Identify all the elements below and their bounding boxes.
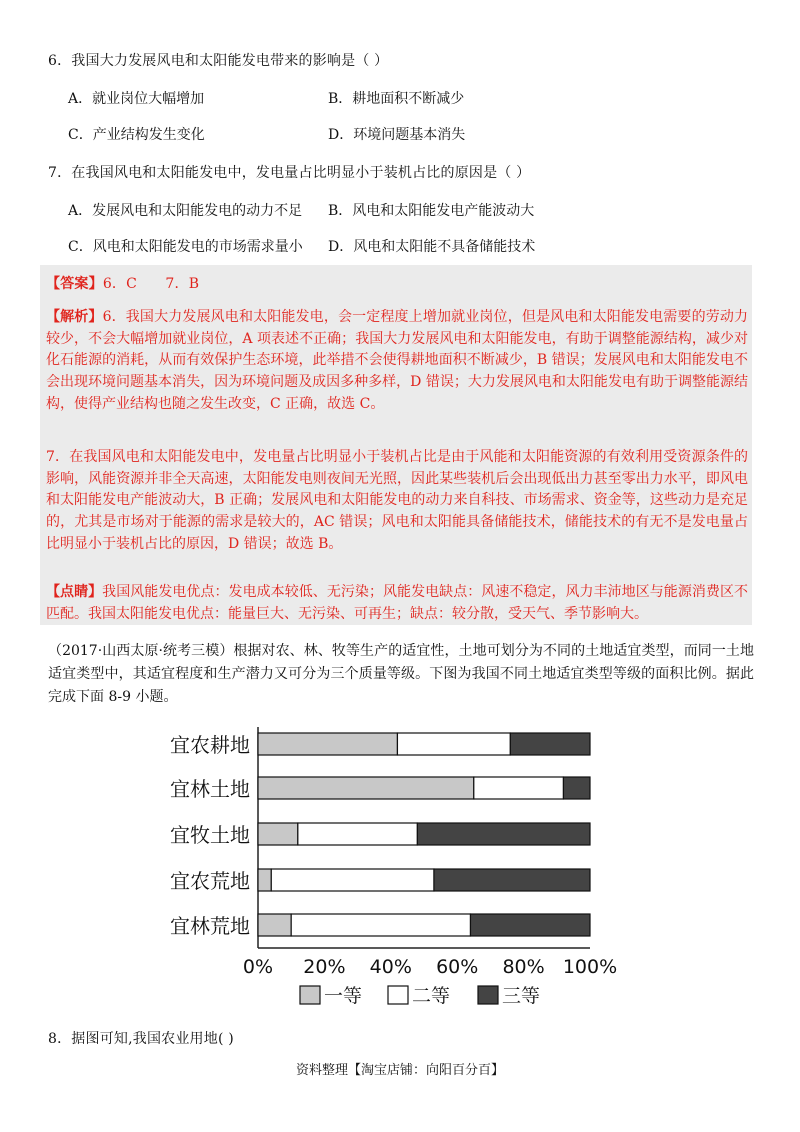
bar-segment-grade-2	[271, 869, 434, 891]
analysis-text-6: 6．我国大力发展风电和太阳能发电，会一定程度上增加就业岗位，但是风电和太阳能发电需要的劳动力较少，不会大幅增加就业岗位，A 项表述不正确；我国大力发展风电和太阳能发电，有助于调整能源结构，减少对化石能源的消耗，从而有效保护生态环境，此举措不会使得耕地面积不断减少，B 错误；发展风电和太阳能发电不会出现环境问题基本消失，因为环境问题及成因多种多样，D 错误；大力发展风电和太阳能发电有助于调整能源结构，使得产业结构也随之发生改变，C 正确，故选 C。	[46, 309, 749, 412]
category-label: 宜农荒地	[170, 869, 250, 893]
bar-segment-grade-3	[510, 733, 590, 755]
x-tick-label: 80%	[502, 956, 545, 978]
tip-tag: 【点睛】	[46, 584, 103, 600]
bar-segment-grade-2	[397, 733, 510, 755]
x-tick-label: 0%	[242, 956, 274, 978]
legend-label: 三等	[502, 985, 541, 1007]
q7-option-b: B．风电和太阳能发电产能波动大	[328, 203, 535, 219]
category-label: 宜林土地	[170, 777, 250, 801]
bar-segment-grade-2	[474, 777, 564, 799]
x-tick-label: 20%	[303, 956, 346, 978]
bar-segment-grade-2	[298, 823, 418, 845]
bar-segment-grade-1	[258, 869, 271, 891]
bar-segment-grade-1	[258, 823, 298, 845]
q7-option-d: D．风电和太阳能不具备储能技术	[328, 239, 536, 255]
q6-option-c: C．产业结构发生变化	[68, 127, 205, 143]
q6-option-d: D．环境问题基本消失	[328, 127, 466, 143]
question-7-stem: 7．在我国风电和太阳能发电中，发电量占比明显小于装机占比的原因是（ ）	[48, 165, 531, 181]
legend-swatch-grade-1	[300, 986, 320, 1004]
analysis-tag: 【解析】	[46, 309, 103, 325]
x-tick-label: 60%	[436, 956, 479, 978]
tip-text: 我国风能发电优点：发电成本较低、无污染；风能发电缺点：风速不稳定，风力丰沛地区与能源消费区不匹配。我国太阳能发电优点：能量巨大、无污染、可再生；缺点：较分散，受天气、季节影响大。	[46, 584, 749, 622]
bar-segment-grade-3	[563, 777, 590, 799]
q7-option-c: C．风电和太阳能发电的市场需求量小	[68, 239, 303, 255]
q6-option-a: A．就业岗位大幅增加	[68, 91, 205, 107]
answer-text: 6．C 7．B	[102, 276, 200, 292]
bar-segment-grade-3	[434, 869, 590, 891]
page-footer: 资料整理【淘宝店铺：向阳百分百】	[295, 1063, 504, 1078]
bar-segment-grade-2	[291, 914, 470, 936]
question-6-stem: 6．我国大力发展风电和太阳能发电带来的影响是（ ）	[48, 53, 389, 69]
bar-segment-grade-1	[258, 914, 291, 936]
legend-label: 二等	[412, 985, 451, 1007]
legend-label: 一等	[324, 985, 363, 1007]
x-tick-label: 100%	[562, 956, 618, 978]
q7-option-a: A．发展风电和太阳能发电的动力不足	[68, 203, 303, 219]
category-label: 宜牧土地	[170, 823, 250, 847]
q6-option-b: B．耕地面积不断减少	[328, 91, 465, 107]
legend-swatch-grade-2	[388, 986, 408, 1004]
material-intro: （2017·山西太原·统考三模）根据对农、林、牧等生产的适宜性，土地可划分为不同的土地适宜类型，而同一土地适宜类型中，其适宜程度和生产潜力又可分为三个质量等级。下图为我国不同土地适宜类型等级的面积比例。据此完成下面 8-9 小题。	[48, 643, 754, 705]
bar-segment-grade-3	[470, 914, 590, 936]
bar-segment-grade-1	[258, 733, 397, 755]
question-8-stem: 8．据图可知,我国农业用地( )	[48, 1031, 234, 1047]
bar-segment-grade-1	[258, 777, 474, 799]
analysis-paragraph-7: 7．在我国风电和太阳能发电中，发电量占比明显小于装机占比是由于风能和太阳能资源的有效利用受资源条件的影响，风能资源并非全天高速，太阳能发电则夜间无光照，因此某些装机后会出现低出力甚至零出力水平，即风电和太阳能发电产能波动大，B 正确；发展风电和太阳能发电的动力来自科技、市场需求、资金等，这些动力是充足的，尤其是市场对于能源的需求是较大的，AC 错误；风电和太阳能具备储能技术，储能技术的有无不是发电量占比明显小于装机占比的原因，D 错误；故选 B。	[46, 449, 748, 552]
bar-segment-grade-3	[417, 823, 590, 845]
x-tick-label: 40%	[369, 956, 412, 978]
category-label: 宜林荒地	[170, 914, 250, 938]
category-label: 宜农耕地	[170, 733, 250, 757]
legend-swatch-grade-3	[478, 986, 498, 1004]
answer-tag: 【答案】	[46, 276, 103, 292]
